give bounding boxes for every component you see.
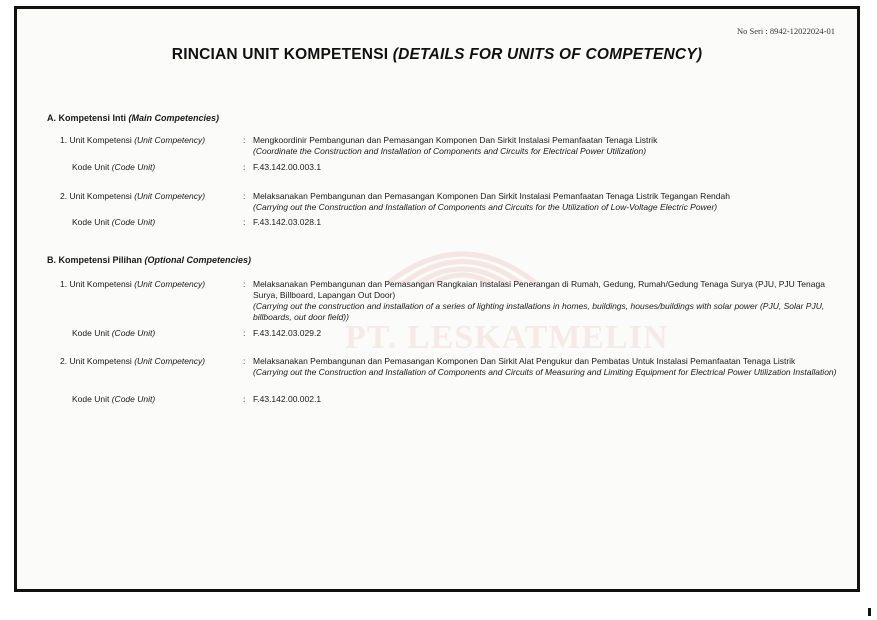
document-frame: PT. LESKATMELIN No Seri : 8942-12022024-01 RINCIAN UNIT KOMPETENSI (DETAILS FOR UNITS OF COMPETENCY) A. Kompetensi Inti (Main Competencies) 1. Unit Kompetensi (Unit Competency) : Mengkoordinir Pembangunan dan Pemasangan Komponen Dan Sirkit Instalasi Pemanfaatan Tenaga Listrik (Coordinate the Construction and Installation of Components and Circuits for Electrical Power Utilization) Kode Unit (Code Unit) : F.43.142.00.003.1 2. Unit Kompetensi (Unit Competency) : Melaksanakan Pembangunan dan Pemasangan Komponen Dan Sirkit Instalasi Pemanfaatan Tenaga Listrik Tegangan Rendah (Carrying out the Construction and Installation of Components and Circuits for the Utilization of Low-Voltage Electric Power) Kode Unit (Code Unit) : F.43.142.03.028.1 B. Kompetensi Pilihan (Optional Competencies) 1. Unit Kompetensi (Unit Competency) : Melaksanakan Pembangunan dan Pemasangan Rangkaian Instalasi Penerangan di Rumah, Gedung, Rumah/Gedung Tenaga Surya (PJU, PJU Tenaga Surya, Billboard, Lapangan Out Door) (Carrying out the construction and installation of a series of lighting installations in homes, buildings, houses/buildings with solar power (PJU, Solar PJU, billboards, out door field)) Kode Unit (Code Unit) : F.43.142.03.029.2 2. Unit Kompetensi (Unit Competency) : Melaksanakan Pembangunan dan Pemasangan Komponen Dan Sirkit Alat Pengukur dan Pembatas Untuk Instalasi Pemanfaatan Tenaga Listrik (Carrying out the Construction and Installation of Components and Circuits of Measuring and Limiting Equipment for Electrical Power Utilization Installation) Kode Unit (Code Unit) : F.43.142.00.002.1 [14,6,860,592]
unit-code: F.43.142.03.029.2 [253,328,322,338]
code-label: Kode Unit (Code Unit) [72,328,156,338]
page-title [17,46,857,64]
unit-label: 1. Unit Kompetensi (Unit Competency) [60,279,206,289]
unit-label: 1. Unit Kompetensi (Unit Competency) [60,135,206,145]
watermark-text: PT. LESKATMELIN [345,319,669,356]
title-en: (DETAILS FOR UNITS OF COMPETENCY) [392,46,703,63]
unit-code: F.43.142.03.028.1 [253,217,322,227]
unit-title: Melaksanakan Pembangunan dan Pemasangan Komponen Dan Sirkit Instalasi Pemanfaatan Tenaga Listrik Tegangan Rendah (Carrying out the Construction and Installation of Components and Circuits for the Utilization of Low-Voltage Electric Power) [253,191,730,212]
unit-label: 2. Unit Kompetensi (Unit Competency) [60,356,206,366]
scan-edge-mark [868,608,871,616]
unit-code: F.43.142.00.003.1 [253,162,322,172]
code-label: Kode Unit (Code Unit) [72,217,156,227]
serial-number: No Seri : 8942-12022024-01 [737,26,835,36]
unit-label: 2. Unit Kompetensi (Unit Competency) [60,191,206,201]
section-heading-optional: B. Kompetensi Pilihan (Optional Competencies) [47,255,252,265]
code-label: Kode Unit (Code Unit) [72,394,156,404]
unit-title: Melaksanakan Pembangunan dan Pemasangan Komponen Dan Sirkit Alat Pengukur dan Pembatas Untuk Instalasi Pemanfaatan Tenaga Listrik (Carrying out the Construction and Installation of Components and Circuits of Measuring and Limiting Equipment for Electrical Power Utilization Installation) [253,356,837,377]
title-id: RINCIAN UNIT KOMPETENSI [171,46,389,63]
section-heading-main: A. Kompetensi Inti (Main Competencies) [47,113,220,123]
unit-title: Mengkoordinir Pembangunan dan Pemasangan Komponen Dan Sirkit Instalasi Pemanfaatan Tenaga Listrik (Coordinate the Construction and Installation of Components and Circuits for Electrical Power Utilization) [253,135,658,156]
code-label: Kode Unit (Code Unit) [72,162,156,172]
unit-title: Melaksanakan Pembangunan dan Pemasangan Rangkaian Instalasi Penerangan di Rumah, Gedung, Rumah/Gedung Tenaga Surya (PJU, PJU Tenaga Surya, Billboard, Lapangan Out Door) (Carrying out the construction and installation of a series of lighting installations in homes, buildings, houses/buildings with solar power (PJU, Solar PJU, billboards, out door field)) [253,279,825,322]
unit-code: F.43.142.00.002.1 [253,394,322,404]
